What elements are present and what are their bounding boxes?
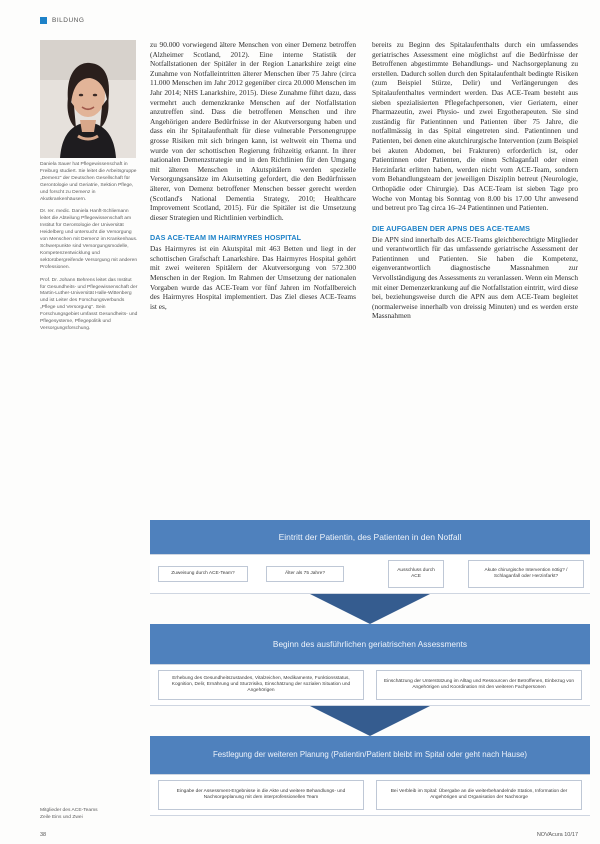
flow-assessment-box: Einschätzung der Unterstützung im Alltag und Ressourcen der Betroffenen, Einbezug von Angehörigen und Koordination mit den weiteren Fachpersonen [376, 670, 582, 700]
bio-paragraph: Dr. rer. medic. Daniela Hanft-Schliemann leitet die Abteilung Pflegewissenschaft am Institut für Gerontologie der Universität Heidelberg und untersucht die Versorgung von Menschen mit Demenz im Krankenhaus. Schwerpunkte sind Versorgungsmodelle, Kompetenzentwicklung und sektorübergreifende Versorgung mit anderen Professionen. [40, 209, 138, 270]
figure-caption [40, 808, 150, 822]
flow-criterion-box: Zuweisung durch ACE-Team? [158, 566, 248, 582]
flow-assessment-box: Erhebung des Gesundheitszustandes, Vitalzeichen, Medikamente, Funktionsstatus, Kognition, Delir, Ernährung und Sturzrisiko, Einschätzung der sozialen Situation und Angehörigen [158, 670, 364, 700]
section-label: BILDUNG [52, 17, 85, 24]
subheading: DIE AUFGABEN DER APNS DES ACE-TEAMS [372, 223, 531, 233]
section-marker [40, 17, 47, 24]
author-bios [40, 162, 138, 339]
body-paragraph: bereits zu Beginn des Spitalaufenthalts durch ein umfassendes geriatrisches Assessment eine möglichst auf die Bedürfnisse der Betroffenen abgestimmte Behandlungs- und Nachsorgeplanung zu erstellen. Dadurch sollen durch den Spitalaufenthalt bedingte Risiken (zum Beispiel Stürze, Delir) und Verlängerungen des Spitalaufenthaltes vermindert werden. Das ACE-Team besteht aus sieben spezialisierten Pflegefachpersonen, vier Geriatern, einer Pharmazeutin, zwei Physio- und zwei Ergotherapeuten. Sie sind zuständig für Patientinnen und Patienten über 75 Jahre, die notfallmässig in das Spital eingetreten sind. Patientinnen und Patienten, bei denen eine akutchirurgische Intervention (zum Beispiel bei akuten Abdomen, bei Frakturen) erforderlich ist, oder Patientinnen oder Patienten, die einen Schlaganfall oder einen Herzinfarkt erlitten haben, werden nicht vom ACE-Team, sondern vom Behandlungsteam der jeweiligen Disziplin betreut (Neurologie, Orthopädie oder Chirurgie). Das ACE-Team ist sieben Tage pro Woche von Montag bis Sonntag von 8.00 bis 17.00 Uhr anwesend und betreut pro Tag circa 16–24 Patientinnen und Patienten. [372, 40, 578, 213]
body-paragraph: Die APN sind innerhalb des ACE-Teams gleichberechtigte Mitglieder und verantwortlich für das umfassende geriatrische Assessment der Patientinnen und Patienten. Sie haben die Kompetenz, eigenverantwortlich diagnostische Massnahmen zur Vervollständigung des Assessments zu veranlassen. Wenn ein Mensch mit einer Demenzerkrankung auf die Notfallstation eintritt, wird diese bei, beziehungsweise durch die APN aus dem ACE-Team begleitet (normalerweise innerhalb von dreissig Minuten) und es werden erste Massnahmen [372, 234, 578, 321]
bio-paragraph: Prof. Dr. Johann Behrens leitet das Institut für Gesundheits- und Pflegewissenschaft der Martin-Luther-Universität Halle-Wittenberg und ist Leiter des Forschungsverbunds „Pflege und Versorgung“. Sein Forschungsgebiet umfasst Gesundheits- und Pflegesysteme, Pflegepolitik und Versorgungsforschung. [40, 277, 138, 331]
body-paragraph: Das Hairmyres ist ein Akutspital mit 463 Betten und liegt in der schottischen Grafschaft Lanarkshire. Das Hairmyres Hospital gehört mit zwei weiteren Spitälern der Akutversorgung von 572.300 Menschen in der Region. Im Rahmen der Umsetzung der nationalen Vorgaben wurde das ACE-Team vor fünf Jahren im Notfallbereich des Hairmyres Hospital implementiert. Das Ziel dieses ACE-Teams ist es, [150, 244, 356, 311]
portrait-image [40, 40, 136, 158]
section-tag [40, 17, 84, 24]
subheading: DAS ACE-TEAM IM HAIRMYRES HOSPITAL [150, 233, 302, 243]
flow-arrow-down [310, 706, 430, 736]
flow-exclusion-box: Ausschluss durch ACE [388, 560, 444, 588]
flow-step-assessment: Beginn des ausführlichen geriatrischen Assessments [150, 624, 590, 664]
caption-line: Mitglieder des ACE-Teams [40, 808, 98, 813]
page-number: 38 [40, 832, 47, 838]
caption-line: Zeile Eins und Zwei [40, 814, 83, 820]
flow-planning-box: Bei Verbleib im Spital: Übergabe an die weiterbehandelnde Station, Information der Angehörigen und Organisation der Nachsorge [376, 780, 582, 810]
article-column-1 [150, 40, 356, 311]
magazine-issue: NOVAcura 10/17 [536, 832, 578, 838]
flow-arrow-down [310, 594, 430, 624]
flow-step-planning: Festlegung der weiteren Planung (Patientin/Patient bleibt im Spital oder geht nach Hause) [150, 736, 590, 774]
flow-planning-box: Eingabe der Assessment-Ergebnisse in die Akte und weitere Behandlungs- und Nachsorgeplanung mit dem interprofessionellen Team [158, 780, 364, 810]
process-flowchart [150, 520, 590, 818]
body-paragraph: zu 90.000 vorwiegend ältere Menschen von einer Demenz betroffen (Alzheimer Scotland, 2012). Eine interne Statistik der Notfallstationen der Spitäler in der Region Lanarkshire zeigt eine Zunahme von Notfalleintritten älterer Menschen über 75 Jahre (circa 11.000 Menschen im Jahr 2012 gegenüber circa 20.000 Menschen im Jahr 2014; NHS Lanarkshire, 2015). Diese Zunahme führt dazu, dass vermehrt auch demenzkranke Menschen auf der Notfallstation anzutreffen sind. Dass die betroffenen Menschen und ihre Angehörigen andere Bedürfnisse in der Akutversorgung haben und dass ein ihr Spitalaufenthalt für diese vulnerable Personengruppe grosse Risiken mit sich bringen kann, ist weltweit ein Thema und wurde von der schottischen Regierung frühzeitig erkannt. In ihrer nationalen Demenzstrategie und in den Richtlinien für den Umgang mit älteren Menschen in Akutspitälern werden spezielle Versorgungsansätze im Akutsetting gefordert, die den Bedürfnissen älterer, von Demenz betroffener Menschen besser gerecht werden (Scotland's National Dementia Strategy, 2010; Healthcare Improvement Scotland, 2015). Für die Spitäler ist die Umsetzung dieser Strategien und Richtlinien verbindlich. [150, 40, 356, 222]
article-column-2 [372, 40, 578, 321]
flow-criterion-box: Älter als 75 Jahre? [266, 566, 344, 582]
bio-paragraph: Daniela Sauer hat Pflegewissenschaft in Freiburg studiert. Sie leitet die Arbeitsgruppe „Demenz“ der Deutschen Gesellschaft für Gerontologie und Geriatrie, Sektion Pflege, und forscht zu Demenz in Akutkrankenhäusern. [40, 162, 137, 202]
flow-criterion-box: Akute chirurgische Intervention nötig? / Schlaganfall oder Herzinfarkt? [468, 560, 584, 588]
flow-step-admission: Eintritt der Patientin, des Patienten in den Notfall [150, 520, 590, 554]
author-portrait [40, 40, 136, 158]
